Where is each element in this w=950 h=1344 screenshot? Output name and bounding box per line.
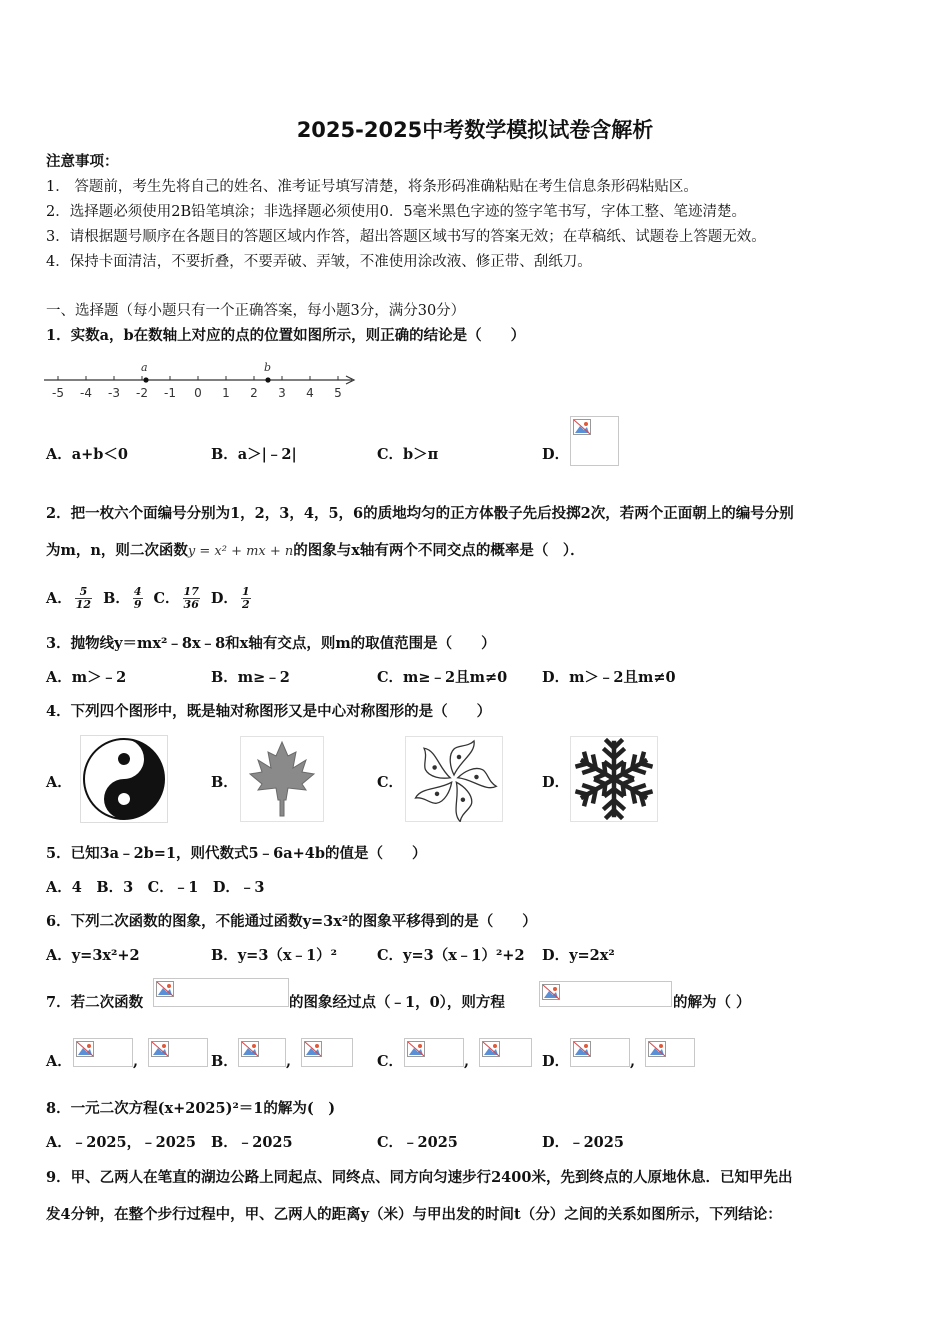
- q4-option-c: C．: [377, 774, 404, 791]
- fraction-a-den: 12: [75, 598, 92, 611]
- q1-option-a: A．a+b＜0: [46, 446, 129, 463]
- section-heading: 一、选择题（每小题只有一个正确答案，每小题3分，满分30分）: [46, 303, 466, 319]
- q7-comma: ,: [630, 1053, 636, 1070]
- broken-image-placeholder: [238, 1038, 286, 1067]
- q4-stem: 4．下列四个图形中，既是轴对称图形又是中心对称图形的是（ ）: [46, 703, 492, 720]
- q7-comma: ,: [464, 1053, 470, 1070]
- q2-line2-pre: 为m，n，则二次函数: [46, 542, 188, 559]
- snowflake-icon: [570, 736, 658, 822]
- q7-mid: 的图象经过点（﹣1，0），则方程: [289, 994, 505, 1011]
- q2-line2: [46, 542, 585, 561]
- q8-option-a: A．﹣2025，﹣2025: [46, 1134, 196, 1151]
- q5-options: A．4 B．3 C．﹣1 D．﹣3: [46, 879, 265, 896]
- broken-image-placeholder: [479, 1038, 532, 1067]
- q7-option-a: A．: [46, 1053, 72, 1070]
- q2-option-a: A．: [46, 589, 72, 607]
- q5-stem: 5．已知3a﹣2b=1，则代数式5﹣6a+4b的值是（ ）: [46, 845, 427, 862]
- broken-image-icon: [648, 1041, 666, 1057]
- q2-option-b: B．: [103, 589, 130, 607]
- broken-image-placeholder: [148, 1038, 208, 1067]
- q6-stem: 6．下列二次函数的图象，不能通过函数y=3x²的图象平移得到的是（ ）: [46, 913, 537, 930]
- fraction-b-num: 4: [133, 585, 142, 598]
- q3-option-b: B．m≥﹣2: [211, 669, 290, 686]
- fraction-a-num: 5: [75, 586, 92, 599]
- number-line-tick-label: -2: [136, 386, 148, 400]
- number-line-tick-label: -5: [52, 386, 64, 400]
- notice-item-1: 1． 答题前，考生先将自己的姓名、准考证号填写清楚，将条形码准确粘贴在考生信息条形码粘贴区。: [46, 179, 698, 195]
- broken-image-icon: [156, 981, 174, 997]
- q7-comma: ,: [133, 1053, 139, 1070]
- number-line-tick-label: 1: [222, 386, 230, 400]
- number-line-tick-label: 2: [250, 386, 258, 400]
- number-line-tick-label: 4: [306, 386, 314, 400]
- broken-image-placeholder: [73, 1038, 133, 1067]
- broken-image-icon: [241, 1041, 259, 1057]
- q8-option-c: C．﹣2025: [377, 1134, 458, 1151]
- broken-image-placeholder: [570, 1038, 630, 1067]
- fraction-d: [241, 586, 251, 611]
- broken-image-icon: [407, 1041, 425, 1057]
- number-line-tick-label: 0: [194, 386, 202, 400]
- q2-line1: 2．把一枚六个面编号分别为1，2，3，4，5，6的质地均匀的正方体骰子先后投掷2次，若两个正面朝上的编号分别: [46, 505, 794, 522]
- q1-option-d: D．: [542, 446, 570, 463]
- q4-option-b: B．: [211, 774, 238, 791]
- broken-image-placeholder: [153, 978, 289, 1007]
- broken-image-placeholder: [539, 981, 672, 1007]
- q3-option-d: D．m＞﹣2且m≠0: [542, 669, 676, 686]
- q3-stem: 3．抛物线y＝mx²﹣8x﹣8和x轴有交点，则m的取值范围是（ ）: [46, 635, 496, 652]
- broken-image-icon: [573, 1041, 591, 1057]
- q2-formula: y = x² + mx + n: [187, 544, 294, 559]
- broken-image-placeholder: [404, 1038, 464, 1067]
- q8-stem: 8．一元二次方程(x+2025)²＝1的解为( ): [46, 1100, 336, 1117]
- q4-option-d: D．: [542, 774, 570, 791]
- q2-options: [46, 586, 254, 611]
- broken-image-icon: [542, 984, 560, 1000]
- number-line-tick-label: -1: [164, 386, 176, 400]
- q1-stem: 1．实数a，b在数轴上对应的点的位置如图所示，则正确的结论是（ ）: [46, 327, 526, 344]
- q8-option-b: B．﹣2025: [211, 1134, 293, 1151]
- number-line-tick-label: -3: [108, 386, 120, 400]
- point-a-label: a: [141, 361, 148, 374]
- page-title: 2025-2025中考数学模拟试卷含解析: [296, 118, 654, 142]
- fraction-c-den: 36: [183, 598, 199, 611]
- notice-item-4: 4．保持卡面清洁，不要折叠，不要弄破、弄皱，不准使用涂改液、修正带、刮纸刀。: [46, 254, 592, 270]
- point-b: [265, 377, 270, 382]
- q1-option-c: C．b＞π: [377, 446, 439, 463]
- q2-line2-post: 的图象与x轴有两个不同交点的概率是（ ）．: [293, 542, 585, 559]
- bauhinia-flower-icon: [405, 736, 503, 822]
- q6-option-c: C．y=3（x﹣1）²+2: [377, 947, 525, 964]
- point-a: [143, 377, 148, 382]
- q2-option-c: C．: [153, 589, 180, 607]
- q8-option-d: D．﹣2025: [542, 1134, 624, 1151]
- broken-image-icon: [151, 1041, 169, 1057]
- notice-item-3: 3．请根据题号顺序在各题目的答题区域内作答，超出答题区域书写的答案无效；在草稿纸、试题卷上答题无效。: [46, 229, 766, 245]
- broken-image-icon: [482, 1041, 500, 1057]
- broken-image-icon: [304, 1041, 322, 1057]
- q7-option-d: D．: [542, 1053, 570, 1070]
- fraction-b: [133, 586, 143, 611]
- fraction-d-den: 2: [241, 598, 250, 611]
- fraction-c: [183, 586, 200, 611]
- q7-option-b: B．: [211, 1053, 238, 1070]
- number-line-tick-label: 3: [278, 386, 286, 400]
- q6-option-d: D．y=2x²: [542, 947, 615, 964]
- number-line-tick-label: 5: [334, 386, 342, 400]
- broken-image-placeholder: [301, 1038, 353, 1067]
- q7-comma: ,: [286, 1053, 292, 1070]
- fraction-a: [75, 586, 92, 611]
- q6-option-b: B．y=3（x﹣1）²: [211, 947, 338, 964]
- broken-image-icon: [573, 419, 591, 435]
- maple-leaf-icon: [240, 736, 324, 822]
- q1-option-b: B．a＞|﹣2|: [211, 446, 297, 463]
- fraction-b-den: 9: [133, 598, 142, 611]
- notice-item-2: 2．选择题必须使用2B铅笔填涂；非选择题必须使用0．5毫米黑色字迹的签字笔书写，字体工整、笔迹清楚。: [46, 204, 747, 220]
- broken-image-icon: [76, 1041, 94, 1057]
- fraction-c-num: 17: [183, 585, 199, 598]
- fraction-d-num: 1: [241, 585, 250, 598]
- point-b-label: b: [264, 361, 272, 374]
- q4-option-a: A．: [46, 774, 72, 791]
- q3-option-c: C．m≥﹣2且m≠0: [377, 669, 508, 686]
- notice-heading: 注意事项：: [46, 153, 119, 170]
- number-line-figure: [44, 358, 360, 406]
- q9-line1: 9．甲、乙两人在笔直的湖边公路上同起点、同终点、同方向匀速步行2400米，先到终点的人原地休息．已知甲先出: [46, 1169, 793, 1186]
- q7-option-c: C．: [377, 1053, 404, 1070]
- q3-option-a: A．m＞﹣2: [46, 669, 127, 686]
- broken-image-placeholder: [570, 416, 619, 466]
- number-line-tick-label: -4: [80, 386, 92, 400]
- q9-line2: 发4分钟，在整个步行过程中，甲、乙两人的距离y（米）与甲出发的时间t（分）之间的关系如图所示，下列结论：: [46, 1206, 782, 1223]
- q6-option-a: A．y=3x²+2: [46, 947, 140, 964]
- broken-image-placeholder: [645, 1038, 695, 1067]
- q2-option-d: D．: [210, 589, 238, 607]
- q7-pre: 7．若二次函数: [46, 994, 144, 1011]
- yin-yang-icon: [80, 735, 168, 823]
- q7-post: 的解为（ ）: [673, 994, 751, 1011]
